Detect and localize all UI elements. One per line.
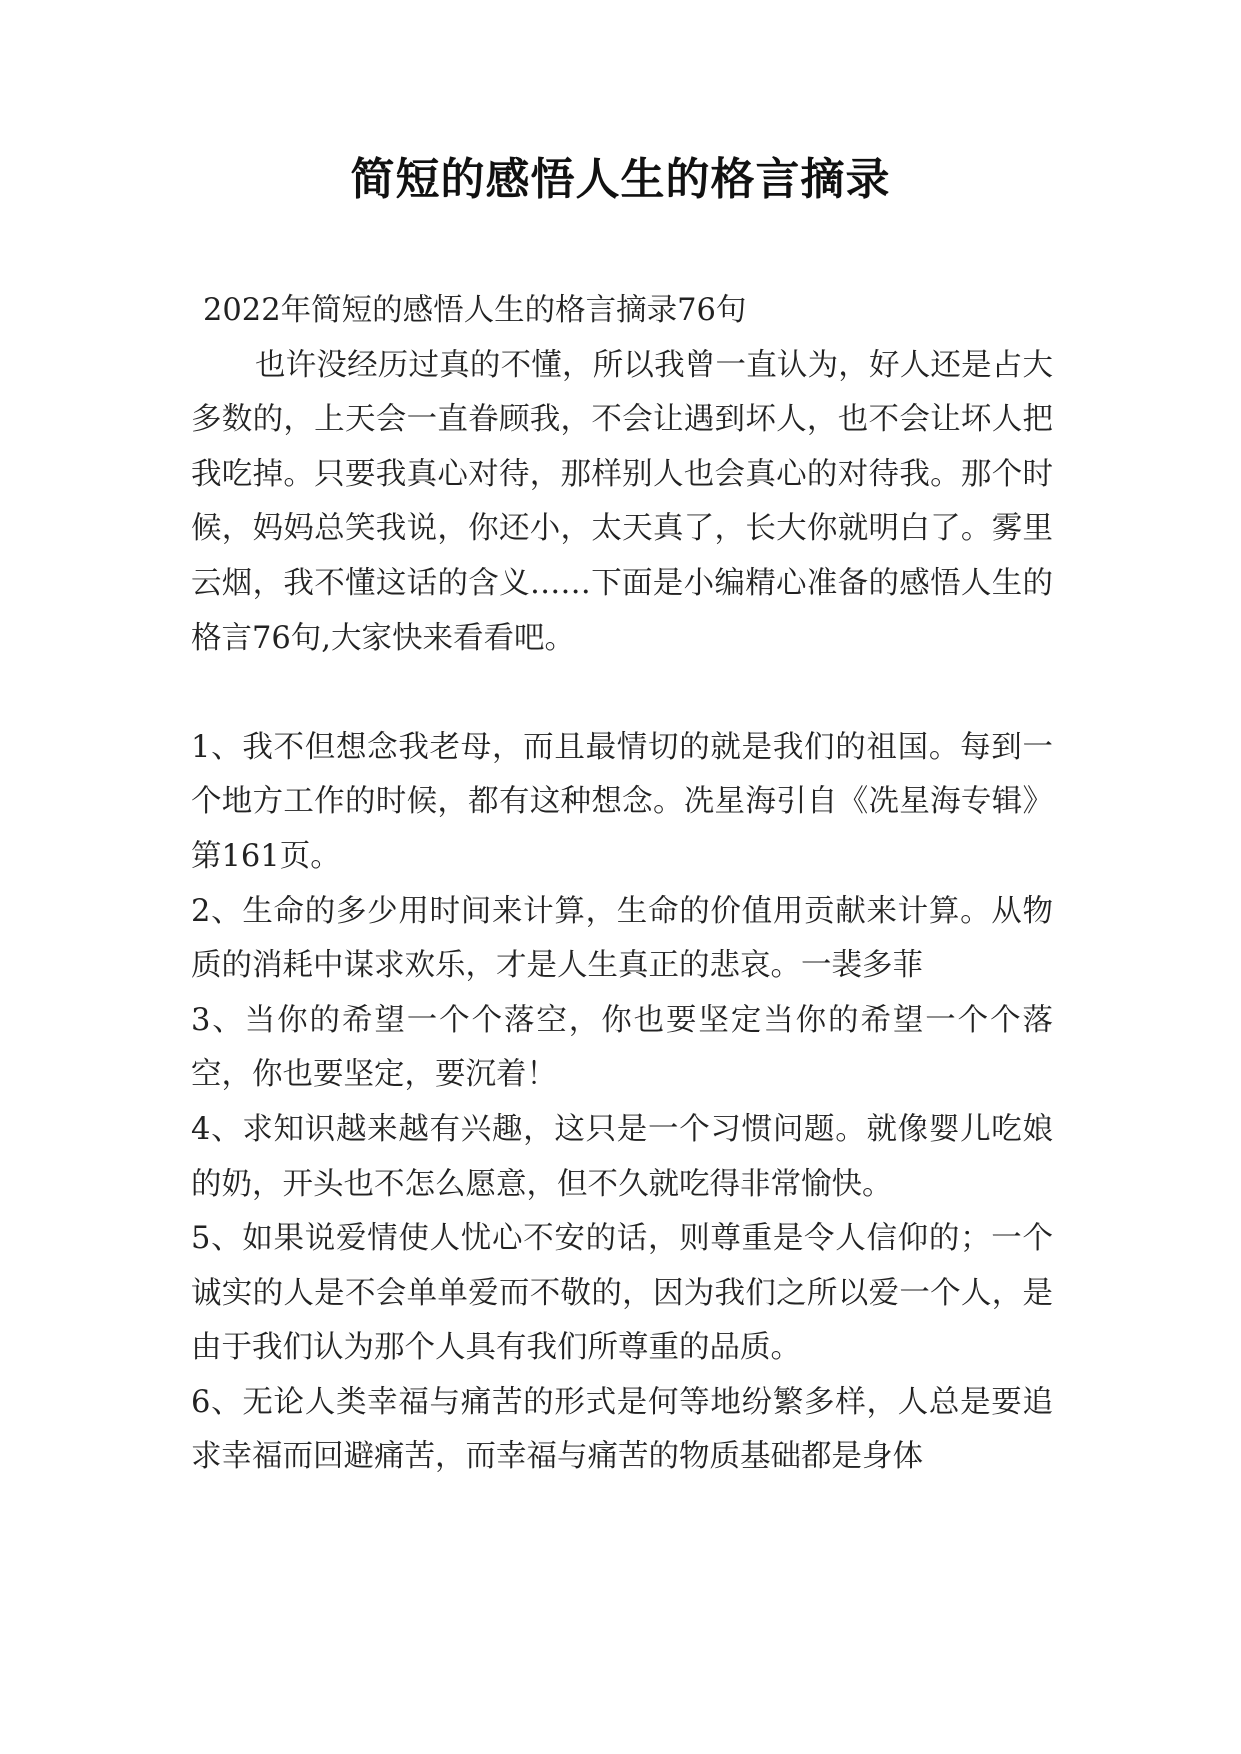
document-subtitle: 2022年简短的感悟人生的格言摘录76句 (203, 293, 747, 328)
intro-paragraph: 也许没经历过真的不懂，所以我曾一直认为，好人还是占大多数的，上天会一直眷顾我，不会让遇到坏人，也不会让坏人把我吃掉。只要我真心对待，那样别人也会真心的对待我。那个时候，妈妈总笑我说，你还小，太天真了，长大你就明白了。雾里云烟，我不懂这话的含义……下面是小编精心准备的感悟人生的格言76句,大家快来看看吧。 (191, 347, 1053, 656)
quote-item: 3、当你的希望一个个落空，你也要坚定当你的希望一个个落空，你也要坚定，要沉着！ (191, 1002, 1053, 1093)
document-body (191, 284, 1053, 1485)
quote-item: 4、求知识越来越有兴趣，这只是一个习惯问题。就像婴儿吃娘的奶，开头也不怎么愿意，但不久就吃得非常愉快。 (191, 1111, 1053, 1202)
paragraph-spacer (191, 666, 1053, 721)
document-title: 简短的感悟人生的格言摘录 (350, 154, 891, 205)
quote-item: 1、我不但想念我老母，而且最情切的就是我们的祖国。每到一个地方工作的时候，都有这种想念。冼星海引自《冼星海专辑》第161页。 (191, 729, 1053, 874)
quote-item: 5、如果说爱情使人忧心不安的话，则尊重是令人信仰的；一个诚实的人是不会单单爱而不敬的，因为我们之所以爱一个人，是由于我们认为那个人具有我们所尊重的品质。 (191, 1221, 1053, 1366)
quote-item: 6、无论人类幸福与痛苦的形式是何等地纷繁多样，人总是要追求幸福而回避痛苦，而幸福与痛苦的物质基础都是身体 (191, 1384, 1053, 1475)
quote-item: 2、生命的多少用时间来计算，生命的价值用贡献来计算。从物质的消耗中谋求欢乐，才是人生真正的悲哀。一裴多菲 (191, 893, 1053, 984)
